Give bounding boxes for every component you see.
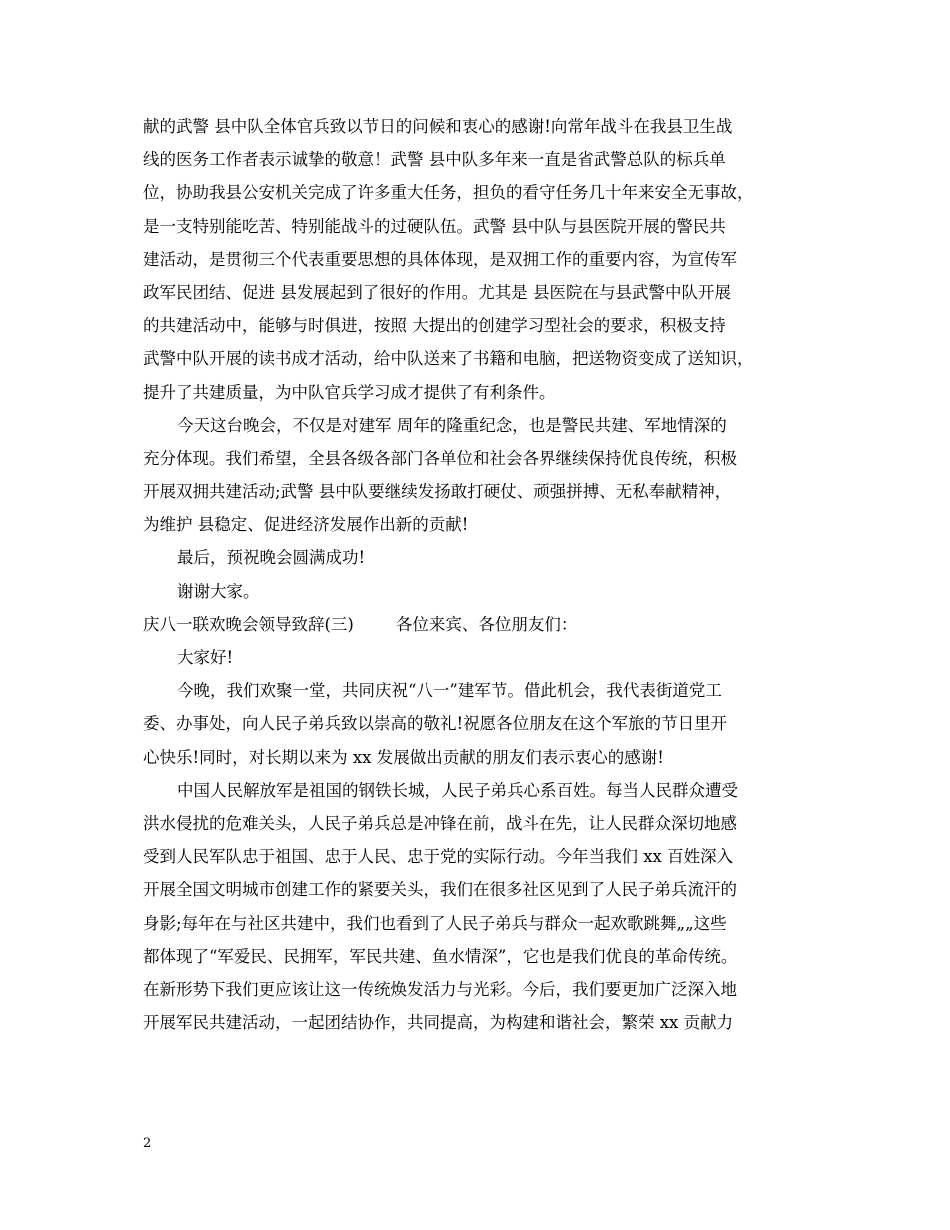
paragraph-start-line: 今晚，我们欢聚一堂，共同庆祝“八一”建军节。借此机会，我代表街道党工 <box>177 681 722 701</box>
text-line: 开展双拥共建活动;武警 县中队要继续发扬敢打硬仗、顽强拼搏、无私奉献精神， <box>143 482 732 502</box>
paragraph-start-line: 最后，预祝晚会圆满成功! <box>177 548 366 568</box>
text-line: 献的武警 县中队全体官兵致以节日的问候和衷心的感谢!向常年战斗在我县卫生战 <box>143 117 733 136</box>
text-line: 开展全国文明城市创建工作的紧要关头，我们在很多社区见到了人民子弟兵流汗的 <box>143 880 737 900</box>
text-line: 的共建活动中，能够与时俱进，按照 大提出的创建学习型社会的要求，积极支持 <box>143 316 726 336</box>
text-line: 是一支特别能吃苦、特别能战斗的过硬队伍。武警 县中队与县医院开展的警民共 <box>143 216 726 236</box>
text-line: 洪水侵扰的危难关头，人民子弟兵总是冲锋在前，战斗在先，让人民群众深切地感 <box>143 813 737 833</box>
text-line: 为维护 县稳定、促进经济发展作出新的贡献! <box>143 515 469 535</box>
greeting-line: 大家好! <box>177 648 234 667</box>
text-line: 委、办事处，向人民子弟兵致以崇高的敬礼!祝愿各位朋友在这个军旅的节日里开 <box>143 714 728 734</box>
text-line: 政军民团结、促进 县发展起到了很好的作用。尤其是 县医院在与县武警中队开展 <box>143 282 731 302</box>
section-heading: 庆八一联欢晚会领导致辞(三) <box>143 614 354 634</box>
text-line: 武警中队开展的读书成才活动，给中队送来了书籍和电脑，把送物资变成了送知识， <box>143 349 754 369</box>
paragraph-start-line: 今天这台晚会，不仅是对建军 周年的隆重纪念，也是警民共建、军地情深的 <box>177 415 727 435</box>
paragraph-start-line: 谢谢大家。 <box>177 581 260 601</box>
text-line: 都体现了“军爱民、民拥军，军民共建、鱼水情深”，它也是我们优良的革命传统。 <box>143 946 738 966</box>
text-line: 受到人民军队忠于祖国、忠于人民、忠于党的实际行动。今年当我们 xx 百姓深入 <box>143 847 734 867</box>
document-body <box>143 110 833 1039</box>
text-line: 在新形势下我们更应该让这一传统焕发活力与光彩。今后，我们要更加广泛深入地 <box>143 979 737 999</box>
text-line: 位，协助我县公安机关完成了许多重大任务，担负的看守任务几十年来安全无事故， <box>143 183 754 203</box>
text-line: 开展军民共建活动，一起团结协作，共同提高，为构建和谐社会，繁荣 xx 贡献力 <box>143 1013 734 1033</box>
salutation: 各位来宾、各位朋友们： <box>395 614 578 634</box>
section-heading-line <box>143 608 833 641</box>
text-line: 心快乐!同时，对长期以来为 xx 发展做出贡献的朋友们表示衷心的感谢! <box>143 747 664 767</box>
text-line: 建活动，是贯彻三个代表重要思想的具体体现，是双拥工作的重要内容，为宣传军 <box>143 249 737 269</box>
text-line: 提升了共建质量，为中队官兵学习成才提供了有利条件。 <box>143 382 556 402</box>
text-line: 线的医务工作者表示诚挚的敬意！武警 县中队多年来一直是省武警总队的标兵单 <box>143 150 726 170</box>
paragraph-start-line: 中国人民解放军是祖国的钢铁长城，人民子弟兵心系百姓。每当人民群众遭受 <box>177 780 738 800</box>
text-line: 身影;每年在与社区共建中，我们也看到了人民子弟兵与群众一起欢歌跳舞„„这些 <box>143 913 727 933</box>
text-line: 充分体现。我们希望，全县各级各部门各单位和社会各界继续保持优良传统，积极 <box>143 448 737 468</box>
page-number: 2 <box>143 1136 152 1151</box>
